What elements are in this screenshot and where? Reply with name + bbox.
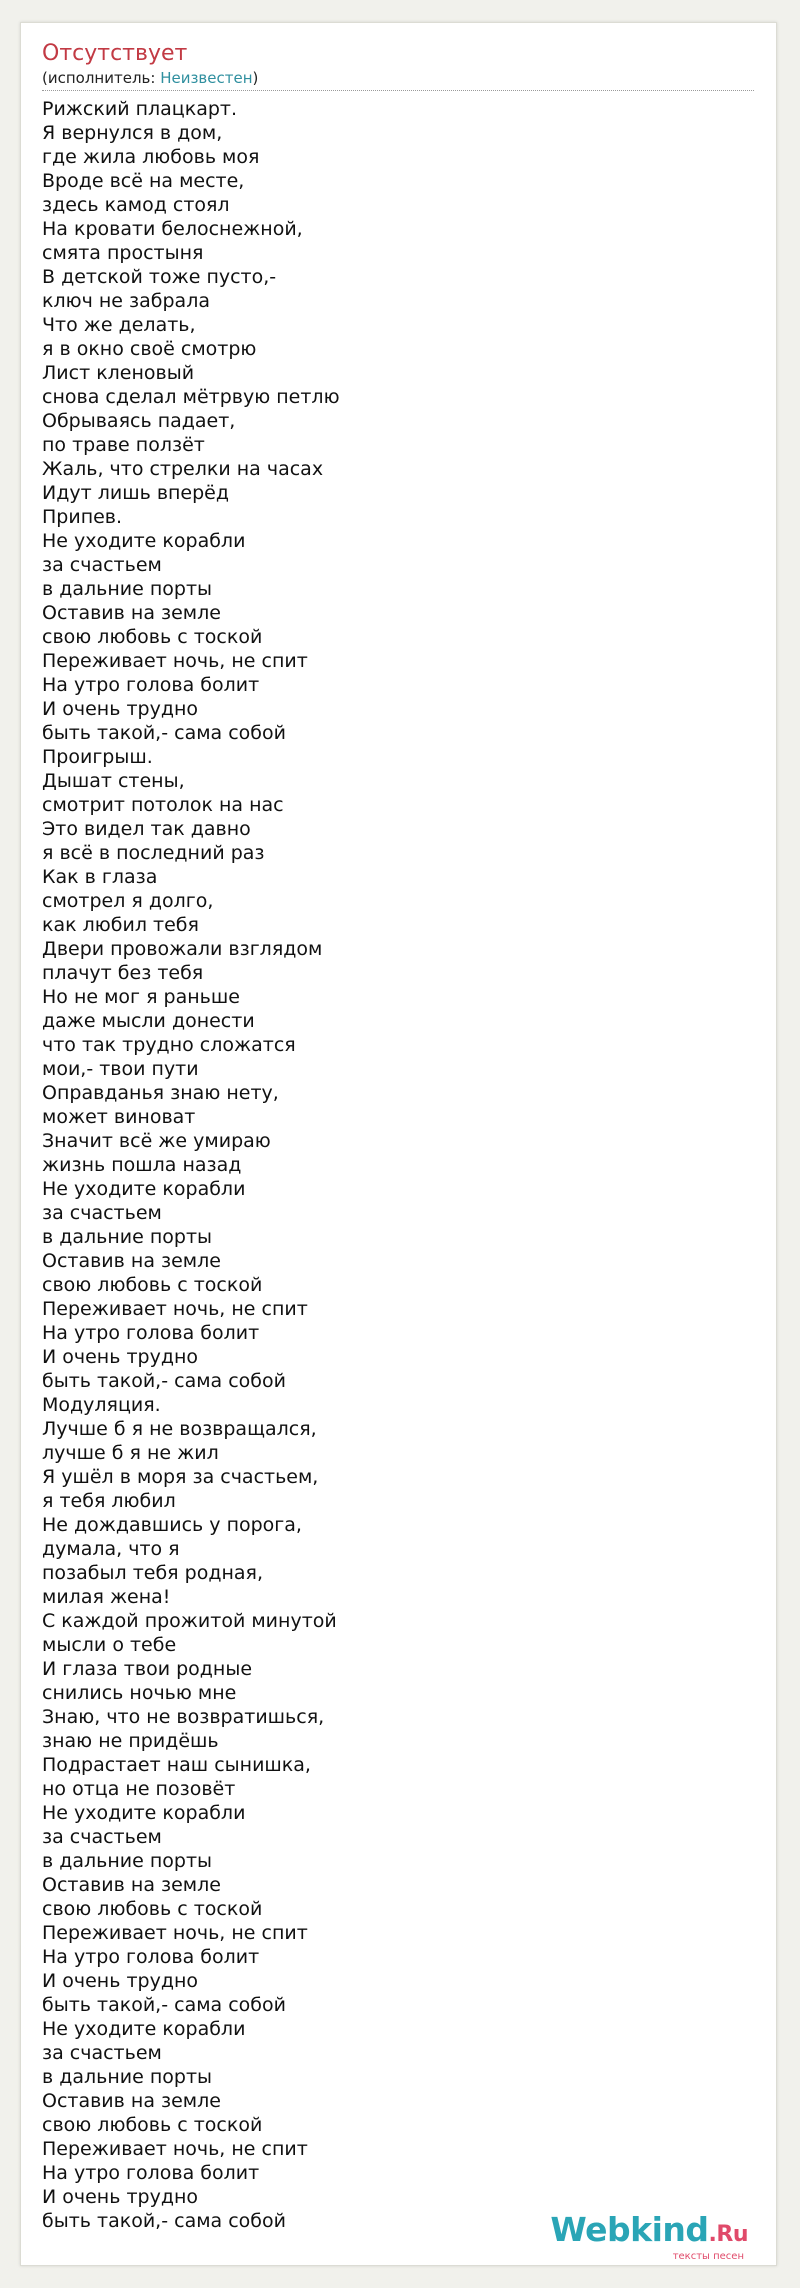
lyric-line: Проигрыш. [42,746,153,768]
lyric-line: я всё в последний раз [42,842,265,864]
lyric-line: снились ночью мне [42,1682,237,1704]
lyric-line: в дальние порты [42,1226,213,1248]
lyric-line: И очень трудно [42,2186,199,2208]
lyric-line: На утро голова болит [42,674,260,696]
lyric-line: И глаза твои родные [42,1658,253,1680]
lyric-line: Знаю, что не возвратишься, [42,1706,325,1728]
lyric-line: Переживает ночь, не спит [42,2138,308,2160]
lyric-line: Рижский плацкарт. [42,98,238,120]
lyric-line: Не уходите корабли [42,2018,246,2040]
lyric-line: свою любовь с тоской [42,2114,263,2136]
lyric-line: свою любовь с тоской [42,626,263,648]
lyric-line: мои,- твои пути [42,1058,199,1080]
lyric-line: может виноват [42,1106,196,1128]
lyric-line: мысли о тебе [42,1634,177,1656]
lyric-line: но отца не позовёт [42,1778,236,1800]
logo-tagline: тексты песен [672,2251,744,2262]
lyric-line: лучше б я не жил [42,1442,219,1464]
lyric-line: Лучше б я не возвращался, [42,1418,317,1440]
lyric-line: Подрастает наш сынишка, [42,1754,311,1776]
lyric-line: за счастьем [42,1826,162,1848]
lyric-line: Оставив на земле [42,602,221,624]
lyric-line: Я вернулся в дом, [42,122,223,144]
lyric-line: даже мысли донести [42,1010,255,1032]
performer-line [42,69,258,87]
lyric-line: по траве ползёт [42,434,205,456]
lyric-line: И очень трудно [42,1970,199,1992]
lyric-line: быть такой,- сама собой [42,722,286,744]
lyric-line: за счастьем [42,1202,162,1224]
lyric-line: знаю не придёшь [42,1730,219,1752]
lyric-line: плачут без тебя [42,962,204,984]
performer-prefix: (исполнитель: [42,69,161,87]
lyric-line: быть такой,- сама собой [42,1994,286,2016]
lyric-line: Переживает ночь, не спит [42,650,308,672]
logo-wordmark [550,2210,748,2252]
lyric-line: думала, что я [42,1538,180,1560]
lyric-line: Двери провожали взглядом [42,938,323,960]
lyric-line: свою любовь с тоской [42,1274,263,1296]
lyric-line: быть такой,- сама собой [42,2210,286,2232]
lyric-line: Не уходите корабли [42,1178,246,1200]
lyric-line: Значит всё же умираю [42,1130,271,1152]
lyric-line: смята простыня [42,242,204,264]
lyric-line: Оправданья знаю нету, [42,1082,279,1104]
lyric-line: Не дождавшись у порога, [42,1514,302,1536]
lyric-line: На утро голова болит [42,1322,260,1344]
lyrics-card [20,22,777,2266]
lyric-line: Вроде всё на месте, [42,170,245,192]
lyric-line: Идут лишь вперёд [42,482,230,504]
lyric-line: И очень трудно [42,698,199,720]
lyric-line: быть такой,- сама собой [42,1370,286,1392]
lyric-line: милая жена! [42,1586,171,1608]
lyric-line: Оставив на земле [42,1250,221,1272]
lyric-line: Припев. [42,506,123,528]
lyric-line: ключ не забрала [42,290,210,312]
lyric-line: Переживает ночь, не спит [42,1922,308,1944]
lyric-line: как любил тебя [42,914,199,936]
lyric-line: Модуляция. [42,1394,161,1416]
lyric-line: Не уходите корабли [42,1802,246,1824]
lyric-line: На кровати белоснежной, [42,218,303,240]
lyric-line: Оставив на земле [42,1874,221,1896]
lyric-line: Лист кленовый [42,362,195,384]
lyric-line: Жаль, что стрелки на часах [42,458,324,480]
lyric-line: На утро голова болит [42,1946,260,1968]
lyric-line: за счастьем [42,2042,162,2064]
lyric-line: я тебя любил [42,1490,176,1512]
lyric-line: где жила любовь моя [42,146,260,168]
lyric-line: здесь камод стоял [42,194,230,216]
song-title: Отсутствует [42,41,188,66]
lyric-line: Не уходите корабли [42,530,246,552]
lyric-line: в дальние порты [42,578,213,600]
lyric-line: Я ушёл в моря за счастьем, [42,1466,319,1488]
lyric-line: Переживает ночь, не спит [42,1298,308,1320]
lyric-line: Дышат стены, [42,770,185,792]
lyrics-text [42,97,340,2233]
lyric-line: Это видел так давно [42,818,251,840]
lyric-line: Как в глаза [42,866,158,888]
lyric-line: Что же делать, [42,314,196,336]
lyric-line: В детской тоже пусто,- [42,266,277,288]
lyric-line: И очень трудно [42,1346,199,1368]
lyric-line: за счастьем [42,554,162,576]
lyric-line: я в окно своё смотрю [42,338,257,360]
artist-link[interactable]: Неизвестен [160,69,253,87]
lyric-line: жизнь пошла назад [42,1154,242,1176]
lyric-line: что так трудно сложатся [42,1034,296,1056]
lyric-line: в дальние порты [42,1850,213,1872]
divider [42,90,754,91]
site-logo[interactable] [550,2210,748,2263]
lyric-line: смотрел я долго, [42,890,214,912]
lyric-line: Но не мог я раньше [42,986,240,1008]
lyric-line: Обрываясь падает, [42,410,236,432]
lyric-line: Оставив на земле [42,2090,221,2112]
lyric-line: свою любовь с тоской [42,1898,263,1920]
logo-tld: .Ru [708,2222,748,2247]
lyric-line: смотрит потолок на нас [42,794,284,816]
lyric-line: позабыл тебя родная, [42,1562,263,1584]
lyric-line: На утро голова болит [42,2162,260,2184]
lyric-line: в дальние порты [42,2066,213,2088]
lyric-line: снова сделал мётрвую петлю [42,386,340,408]
logo-main-text: Webkind [550,2210,709,2249]
lyric-line: С каждой прожитой минутой [42,1610,337,1632]
performer-suffix: ) [252,69,259,87]
